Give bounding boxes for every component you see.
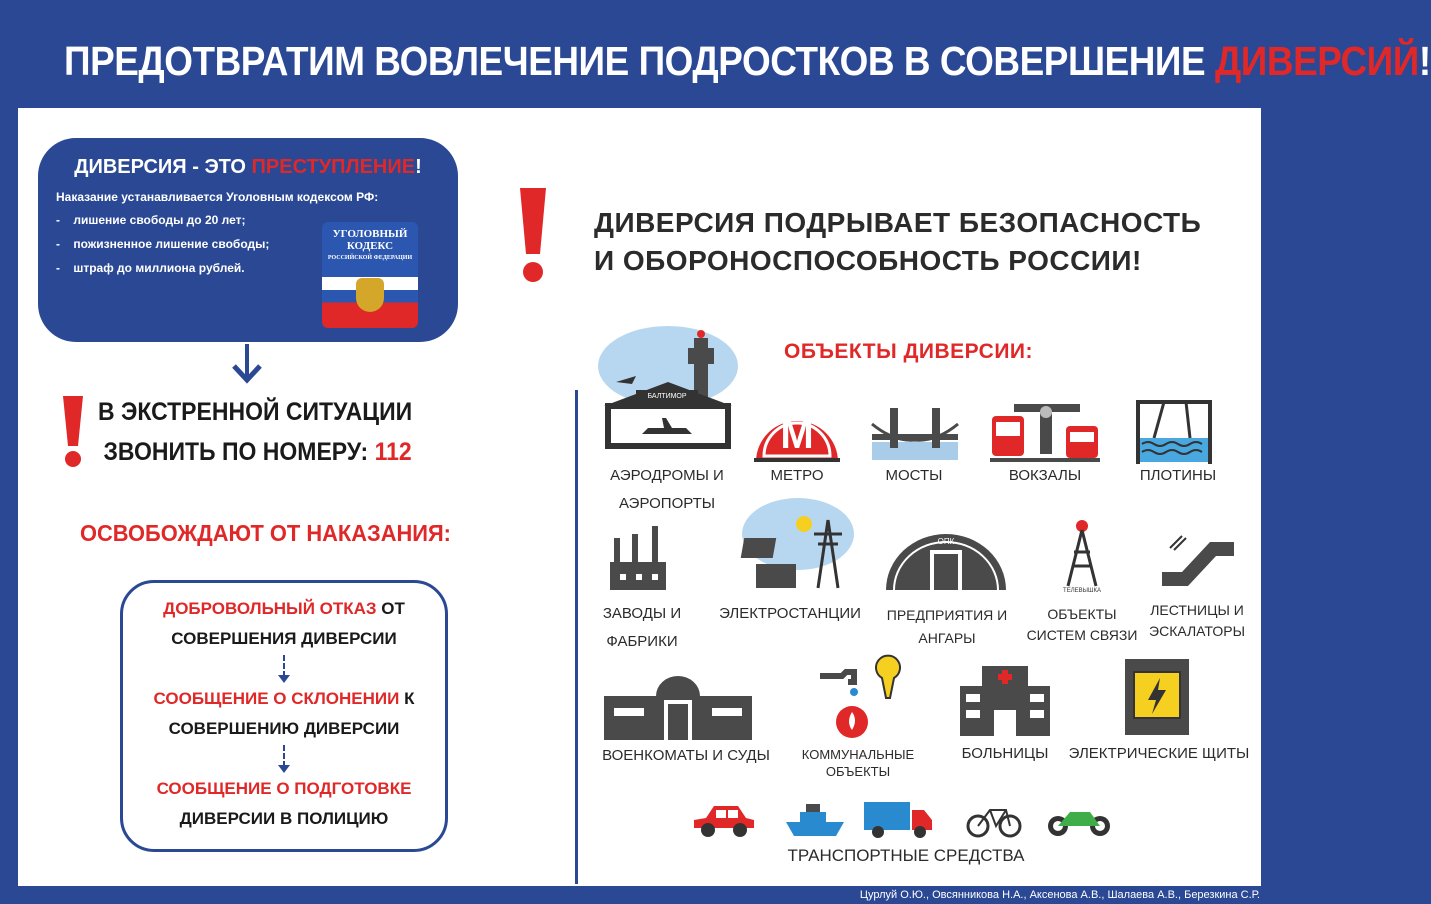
car-icon	[692, 802, 756, 840]
military-court-icon	[604, 670, 752, 740]
release-conditions-box: ДОБРОВОЛЬНЫЙ ОТКАЗ ОТ СОВЕРШЕНИЯ ДИВЕРСИИ СООБЩЕНИЕ О СКЛОНЕНИИ К СОВЕРШЕНИЮ ДИВЕРСИИ СООБЩЕНИЕ О ПОДГОТОВКЕ ДИВЕРСИИ В ПОЛИЦИЮ	[120, 580, 448, 852]
bridge-icon	[872, 404, 958, 460]
header-banner	[0, 0, 1431, 108]
escalator-icon	[1160, 528, 1236, 588]
airport-sign: БАЛТИМОР	[647, 393, 687, 400]
airport-icon	[596, 318, 740, 448]
criminal-code-book-icon: УГОЛОВНЫЙ КОДЕКС РОССИЙСКОЙ ФЕДЕРАЦИИ	[322, 222, 418, 328]
objects-title: ОБЪЕКТЫ ДИВЕРСИИ:	[784, 340, 1034, 363]
coat-of-arms-icon	[356, 278, 384, 312]
label-bridges: МОСТЫ	[885, 467, 943, 484]
railway-station-icon	[990, 402, 1100, 462]
electrical-panel-icon	[1124, 658, 1190, 736]
divider	[575, 390, 578, 884]
label-power-stations: ЭЛЕКТРОСТАНЦИИ	[719, 605, 861, 622]
hangar-icon	[884, 526, 1008, 592]
tower-sign: ТЕЛЕВЫШКА	[1063, 588, 1101, 594]
punishment-item: - штраф до миллиона рублей.	[56, 256, 269, 280]
title-highlight: ДИВЕРСИЙ	[1214, 38, 1419, 84]
label-airports: АЭРОДРОМЫ И АЭРОПОРТЫ	[610, 467, 724, 512]
dashed-arrow-icon	[283, 745, 287, 767]
emergency-number: 112	[374, 438, 412, 466]
dam-icon	[1134, 398, 1214, 464]
power-station-icon	[742, 494, 854, 590]
truck-icon	[864, 800, 934, 840]
label-dams: ПЛОТИНЫ	[1139, 467, 1217, 484]
punishment-intro: Наказание устанавливается Уголовным кодексом РФ:	[56, 190, 379, 204]
label-transport: ТРАНСПОРТНЫЕ СРЕДСТВА	[787, 846, 1025, 865]
factory-icon	[606, 522, 670, 590]
ship-icon	[786, 802, 844, 838]
exclamation-icon	[60, 396, 86, 468]
label-metro: МЕТРО	[770, 467, 824, 484]
label-enterprises: ПРЕДПРИЯТИЯ И АНГАРЫ	[886, 607, 1008, 646]
label-escalators: ЛЕСТНИЦЫ И ЭСКАЛАТОРЫ	[1149, 602, 1245, 639]
hospital-icon	[960, 666, 1050, 736]
radio-tower-icon	[1060, 516, 1104, 592]
label-electrical-panels: ЭЛЕКТРИЧЕСКИЕ ЩИТЫ	[1068, 745, 1250, 762]
metro-letter: М	[780, 413, 814, 457]
dashed-arrow-icon	[283, 655, 287, 677]
label-comm-systems: ОБЪЕКТЫ СИСТЕМ СВЯЗИ	[1026, 606, 1138, 643]
arrow-down-icon	[230, 344, 264, 386]
utilities-icon	[818, 658, 904, 740]
motorcycle-icon	[1044, 802, 1114, 838]
crime-title: ДИВЕРСИЯ - ЭТО ПРЕСТУПЛЕНИЕ!	[74, 156, 422, 178]
punishment-list	[56, 208, 269, 280]
threat-heading: ДИВЕРСИЯ ПОДРЫВАЕТ БЕЗОПАСНОСТЬ И ОБОРОНОСПОСОБНОСТЬ РОССИИ!	[594, 207, 1202, 276]
punishment-item: - пожизненное лишение свободы;	[56, 232, 269, 256]
bicycle-icon	[966, 802, 1022, 838]
punishment-item: - лишение свободы до 20 лет;	[56, 208, 269, 232]
emergency-notice: В ЭКСТРЕННОЙ СИТУАЦИИ ЗВОНИТЬ ПО НОМЕРУ: 112	[98, 398, 413, 466]
authors-credit: Цурлуй О.Ю., Овсянникова Н.А., Аксенова А.В., Шалаева А.В., Березкина С.Р.	[859, 889, 1260, 901]
page-title: ПРЕДОТВРАТИМ ВОВЛЕЧЕНИЕ ПОДРОСТКОВ В СОВЕРШЕНИЕ ДИВЕРСИЙ!	[64, 38, 1431, 84]
release-title: ОСВОБОЖДАЮТ ОТ НАКАЗАНИЯ:	[80, 520, 451, 546]
label-military: ВОЕНКОМАТЫ И СУДЫ	[602, 747, 770, 764]
hangar-sign: ОПК	[937, 537, 955, 546]
label-utilities: КОММУНАЛЬНЫЕ ОБЪЕКТЫ	[801, 747, 915, 779]
label-stations: ВОКЗАЛЫ	[1008, 467, 1082, 484]
label-hospitals: БОЛЬНИЦЫ	[961, 745, 1049, 762]
metro-icon	[754, 396, 840, 462]
exclamation-icon	[517, 188, 549, 284]
label-factories: ЗАВОДЫ И ФАБРИКИ	[602, 605, 682, 650]
